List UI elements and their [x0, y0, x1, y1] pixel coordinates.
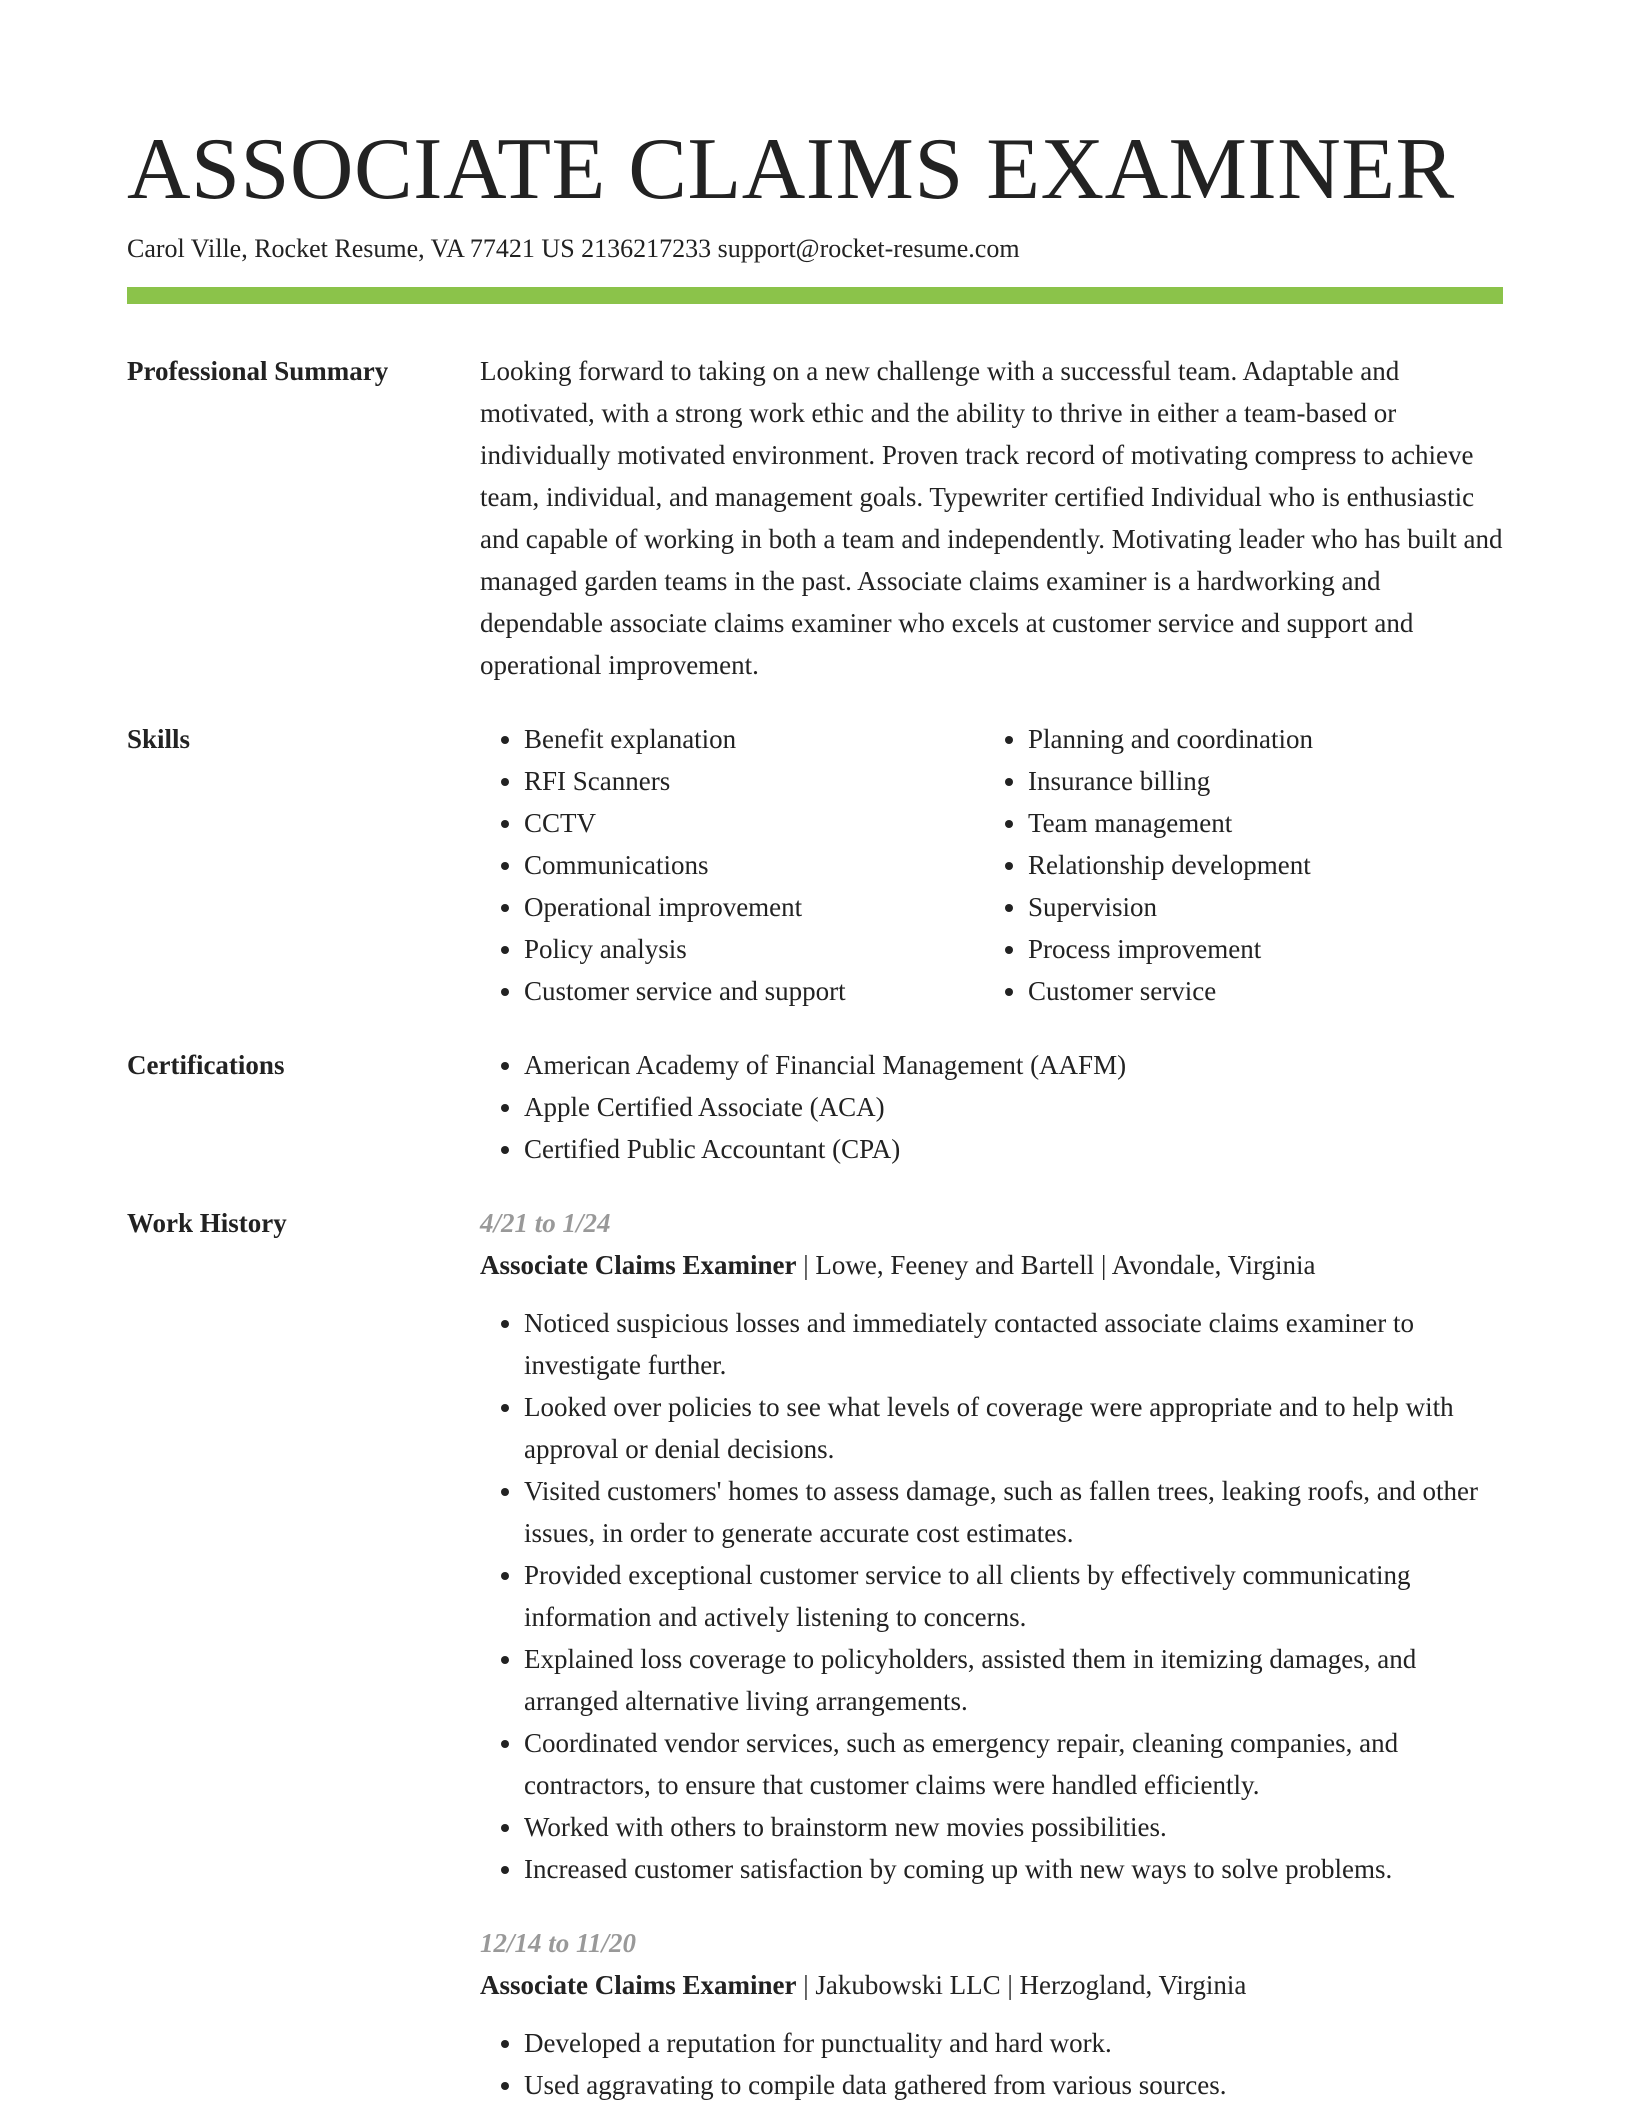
- work-history-section: [127, 1202, 1503, 2106]
- job-entry: [480, 1922, 1503, 2106]
- section-label-certifications: Certifications: [127, 1050, 285, 1080]
- skills-grid: [480, 718, 1503, 1012]
- job-bullet: • Noticed suspicious losses and immediately contacted associate claims examiner to investigate further.: [524, 1302, 1503, 1386]
- skill-item: • RFI Scanners: [524, 760, 984, 802]
- job-dates: 4/21 to 1/24: [480, 1208, 611, 1238]
- job-bullet: • Developed a reputation for punctuality and hard work.: [524, 2022, 1503, 2064]
- certification-item: • American Academy of Financial Management (AAFM): [524, 1044, 1503, 1086]
- job-entry: [480, 1202, 1503, 1890]
- contact-line: Carol Ville, Rocket Resume, VA 77421 US 2136217233 support@rocket-resume.com: [127, 234, 1020, 263]
- header-divider: [127, 287, 1503, 304]
- job-bullet: • Visited customers' homes to assess damage, such as fallen trees, leaking roofs, and other issues, in order to generate accurate cost estimates.: [524, 1470, 1503, 1554]
- certifications-section: [127, 1044, 1503, 1170]
- job-bullet: • Provided exceptional customer service to all clients by effectively communicating information and actively listening to concerns.: [524, 1554, 1503, 1638]
- skill-item: • Supervision: [1028, 886, 1488, 928]
- certification-item: • Certified Public Accountant (CPA): [524, 1128, 1503, 1170]
- summary-section: [127, 350, 1503, 686]
- job-title: Associate Claims Examiner: [480, 1250, 797, 1280]
- skill-item: • CCTV: [524, 802, 984, 844]
- skill-item: • Planning and coordination: [1028, 718, 1488, 760]
- skills-column-right: [984, 718, 1488, 1012]
- skill-item: • Benefit explanation: [524, 718, 984, 760]
- job-details: | Lowe, Feeney and Bartell | Avondale, Virginia: [796, 1250, 1316, 1280]
- skills-section: [127, 718, 1503, 1012]
- section-label-skills: Skills: [127, 724, 191, 754]
- skill-item: • Customer service: [1028, 970, 1488, 1012]
- job-dates: 12/14 to 11/20: [480, 1928, 637, 1958]
- job-bullet: • Coordinated vendor services, such as emergency repair, cleaning companies, and contractors, to ensure that customer claims were handled efficiently.: [524, 1722, 1503, 1806]
- job-bullets: [480, 2022, 1503, 2106]
- skill-item: • Relationship development: [1028, 844, 1488, 886]
- job-heading: [480, 1964, 1503, 2006]
- skill-item: • Operational improvement: [524, 886, 984, 928]
- job-bullet: • Explained loss coverage to policyholders, assisted them in itemizing damages, and arranged alternative living arrangements.: [524, 1638, 1503, 1722]
- job-bullet: • Worked with others to brainstorm new movies possibilities.: [524, 1806, 1503, 1848]
- skill-item: • Process improvement: [1028, 928, 1488, 970]
- skill-item: • Team management: [1028, 802, 1488, 844]
- job-bullet: • Used aggravating to compile data gathered from various sources.: [524, 2064, 1503, 2106]
- certification-item: • Apple Certified Associate (ACA): [524, 1086, 1503, 1128]
- skills-column-left: [480, 718, 984, 1012]
- job-bullet: • Looked over policies to see what levels of coverage were appropriate and to help with approval or denial decisions.: [524, 1386, 1503, 1470]
- skill-item: • Insurance billing: [1028, 760, 1488, 802]
- section-label-summary: Professional Summary: [127, 356, 389, 386]
- skill-item: • Customer service and support: [524, 970, 984, 1012]
- skill-item: • Communications: [524, 844, 984, 886]
- job-heading: [480, 1244, 1503, 1286]
- job-bullet: • Increased customer satisfaction by coming up with new ways to solve problems.: [524, 1848, 1503, 1890]
- resume-page: [127, 118, 1503, 2106]
- section-label-work-history: Work History: [127, 1208, 287, 1238]
- job-title: Associate Claims Examiner: [480, 1970, 797, 2000]
- job-bullets: [480, 1302, 1503, 1890]
- summary-text: Looking forward to taking on a new challenge with a successful team. Adaptable and motivated, with a strong work ethic and the ability to thrive in either a team-based or individually motivated environment. Proven track record of motivating compress to achieve team, individual, and management goals. Typewriter certified Individual who is enthusiastic and capable of working in both a team and independently. Motivating leader who has built and managed garden teams in the past. Associate claims examiner is a hardworking and dependable associate claims examiner who excels at customer service and support and operational improvement.: [480, 356, 1503, 680]
- certifications-list: [480, 1044, 1503, 1170]
- candidate-name: ASSOCIATE CLAIMS EXAMINER: [127, 121, 1455, 218]
- job-details: | Jakubowski LLC | Herzogland, Virginia: [796, 1970, 1247, 2000]
- skill-item: • Policy analysis: [524, 928, 984, 970]
